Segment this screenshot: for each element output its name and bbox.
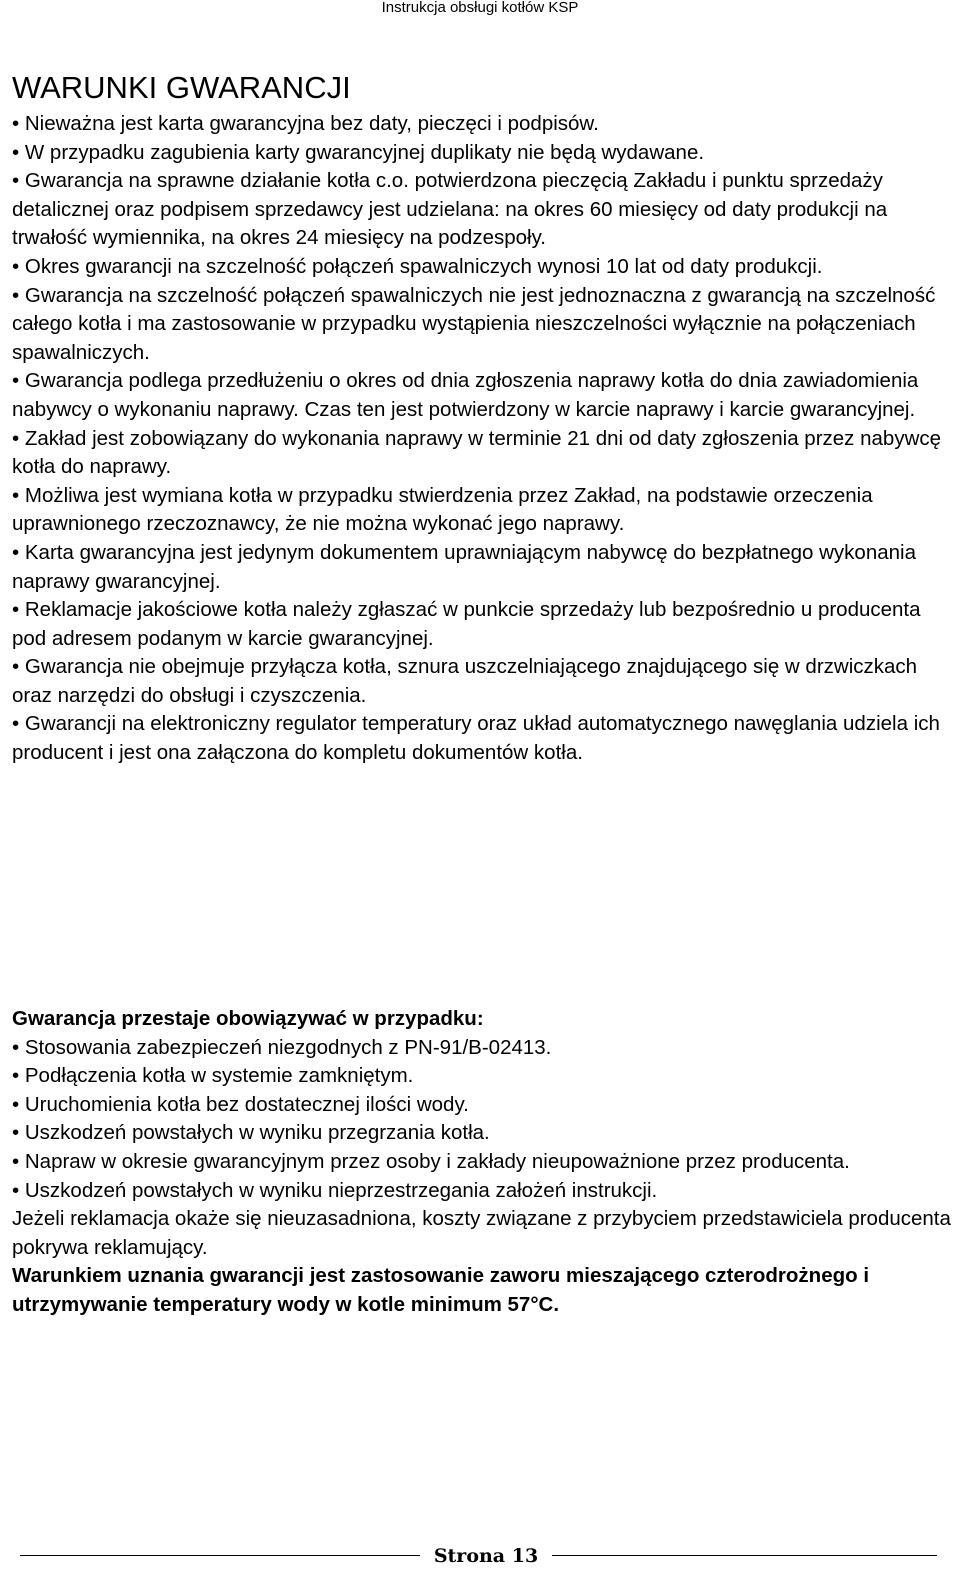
list-item: • W przypadku zagubienia karty gwarancyjnej duplikaty nie będą wydawane.: [12, 140, 705, 164]
running-header: Instrukcja obsługi kotłów KSP: [381, 0, 579, 16]
unjustified-complaint-note: Jeżeli reklamacja okaże się nieuzasadniona, koszty związane z przybyciem przedstawiciela producenta pokrywa reklamujący.: [12, 1207, 951, 1259]
list-item: • Podłączenia kotła w systemie zamkniętym.: [12, 1064, 414, 1088]
list-item: • Gwarancja na szczelność połączeń spawalniczych nie jest jednoznaczna z gwarancją na szczelność całego kotła i ma zastosowanie w przypadku wystąpienia nieszczelności wyłącznie na połączeniach spawalniczych.: [12, 283, 936, 364]
page-number: Strona 13: [433, 1545, 539, 1567]
footer-divider-right: [552, 1555, 937, 1556]
list-item-card: • Karta gwarancyjna jest jedynym dokumentem uprawniającym nabywcę do bezpłatnego wykonania: [12, 540, 916, 564]
list-item: • Napraw w okresie gwarancyjnym przez osoby i zakłady nieupoważnione przez producenta.: [12, 1149, 850, 1173]
list-item: • Gwarancji na elektroniczny regulator temperatury oraz układ automatycznego nawęglania udziela ich producent i jest ona załączona do kompletu dokumentów kotła.: [12, 712, 940, 765]
list-item: • Uszkodzeń powstałych w wyniku przegrzania kotła.: [12, 1121, 490, 1145]
list-item-complaints-continuation: pod adresem podanym w karcie gwarancyjnej.: [12, 626, 434, 650]
footer-divider-left: [20, 1555, 420, 1556]
list-item: • Gwarancja podlega przedłużeniu o okres od dnia zgłoszenia naprawy kotła do dnia zawiadomienia nabywcy o wykonaniu naprawy. Czas ten jest potwierdzony w karcie naprawy i karcie gwarancyjnej.: [12, 369, 919, 421]
list-item: • Uruchomienia kotła bez dostatecznej ilości wody.: [12, 1092, 469, 1116]
list-item: • Uszkodzeń powstałych w wyniku nieprzestrzegania założeń instrukcji.: [12, 1178, 658, 1202]
list-item: • Okres gwarancji na szczelność połączeń spawalniczych wynosi 10 lat od daty produkcji.: [12, 254, 823, 278]
list-item: • Nieważna jest karta gwarancyjna bez daty, pieczęci i podpisów.: [12, 112, 599, 135]
list-item: • Stosowania zabezpieczeń niezgodnych z PN-91/B-02413.: [12, 1035, 552, 1059]
warranty-conditions-list: [12, 110, 952, 768]
exclusions-section: [12, 1005, 952, 1320]
list-item: • Możliwa jest wymiana kotła w przypadku stwierdzenia przez Zakład, na podstawie orzeczenia uprawnionego rzeczoznawcy, że nie można wykonać jego naprawy.: [12, 483, 873, 536]
list-item: • Zakład jest zobowiązany do wykonania naprawy w terminie 21 dni od daty zgłoszenia przez nabywcę kotła do naprawy.: [12, 426, 942, 479]
list-item: • Gwarancja nie obejmuje przyłącza kotła, sznura uszczelniającego znajdującego się w drzwiczkach oraz narzędzi do obsługi i czyszczenia.: [12, 655, 918, 707]
page-title: WARUNKI GWARANCJI: [12, 70, 351, 105]
list-item-card-continuation: naprawy gwarancyjnej.: [12, 569, 221, 593]
warranty-condition-statement: Warunkiem uznania gwarancji jest zastosowanie zaworu mieszającego czterodrożnego i utrzymywanie temperatury wody w kotle minimum 57°C.: [12, 1264, 870, 1316]
exclusions-heading: Gwarancja przestaje obowiązywać w przypadku:: [12, 1007, 484, 1030]
list-item: • Gwarancja na sprawne działanie kotła c.o. potwierdzona pieczęcią Zakładu i punktu sprzedaży detalicznej oraz podpisem sprzedawcy jest udzielana: na okres 60 miesięcy od daty produkcji na trwałość wymiennika, na okres 24 miesięcy na podzespoły.: [12, 169, 888, 250]
list-item-complaints: • Reklamacje jakościowe kotła należy zgłaszać w punkcie sprzedaży lub bezpośrednio u producenta: [12, 598, 921, 622]
